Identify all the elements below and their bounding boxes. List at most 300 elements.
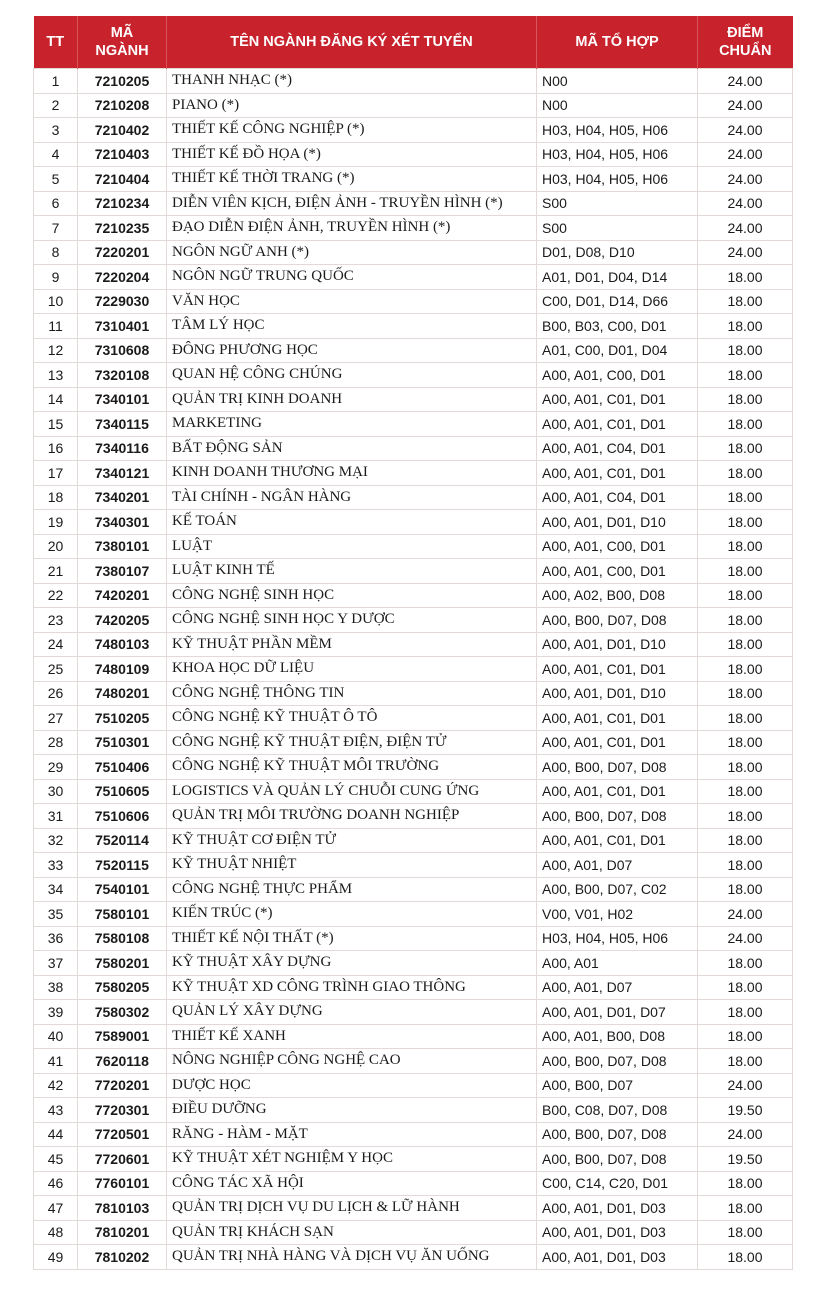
subject-combination: A00, A01, C01, D01	[537, 730, 698, 755]
table-row	[34, 632, 793, 657]
subject-combination: N00	[537, 69, 698, 94]
table-row	[34, 1245, 793, 1270]
major-name: DIỄN VIÊN KỊCH, ĐIỆN ẢNH - TRUYỀN HÌNH (*)	[167, 191, 537, 216]
header-ma-nganh	[78, 16, 167, 69]
row-number: 40	[34, 1024, 78, 1049]
subject-combination: A01, C00, D01, D04	[537, 338, 698, 363]
major-code: 7580302	[78, 1000, 167, 1025]
cutoff-score: 24.00	[698, 1122, 793, 1147]
admission-score-table	[33, 16, 793, 1270]
major-code: 7210403	[78, 142, 167, 167]
table-row	[34, 1024, 793, 1049]
table-row	[34, 902, 793, 927]
row-number: 16	[34, 436, 78, 461]
major-code: 7320108	[78, 363, 167, 388]
header-diem-chuan-line1: ĐIỂM	[727, 25, 764, 41]
subject-combination: A00, A01, C00, D01	[537, 363, 698, 388]
cutoff-score: 24.00	[698, 118, 793, 143]
subject-combination: A00, A01, C04, D01	[537, 436, 698, 461]
table-row	[34, 510, 793, 535]
row-number: 9	[34, 265, 78, 290]
major-code: 7760101	[78, 1171, 167, 1196]
major-name: CÔNG NGHỆ KỸ THUẬT ĐIỆN, ĐIỆN TỬ	[167, 730, 537, 755]
row-number: 22	[34, 583, 78, 608]
major-name: DƯỢC HỌC	[167, 1073, 537, 1098]
major-code: 7510606	[78, 804, 167, 829]
row-number: 33	[34, 853, 78, 878]
subject-combination: A00, A02, B00, D08	[537, 583, 698, 608]
major-code: 7340301	[78, 510, 167, 535]
table-row	[34, 363, 793, 388]
major-code: 7210402	[78, 118, 167, 143]
row-number: 21	[34, 559, 78, 584]
major-code: 7210205	[78, 69, 167, 94]
header-diem-chuan-line2: CHUẨN	[719, 43, 772, 59]
major-code: 7480109	[78, 657, 167, 682]
subject-combination: A00, A01, D01, D10	[537, 632, 698, 657]
subject-combination: A00, B00, D07	[537, 1073, 698, 1098]
major-name: QUẢN TRỊ KHÁCH SẠN	[167, 1220, 537, 1245]
cutoff-score: 18.00	[698, 1220, 793, 1245]
header-ten-nganh: TÊN NGÀNH ĐĂNG KÝ XÉT TUYỂN	[167, 16, 537, 69]
major-name: CÔNG NGHỆ THỰC PHẨM	[167, 877, 537, 902]
table-row	[34, 240, 793, 265]
subject-combination: A00, A01, D07	[537, 853, 698, 878]
table-body	[34, 69, 793, 1270]
cutoff-score: 18.00	[698, 510, 793, 535]
row-number: 37	[34, 951, 78, 976]
row-number: 38	[34, 975, 78, 1000]
major-name: KINH DOANH THƯƠNG MẠI	[167, 461, 537, 486]
row-number: 17	[34, 461, 78, 486]
row-number: 1	[34, 69, 78, 94]
subject-combination: C00, C14, C20, D01	[537, 1171, 698, 1196]
subject-combination: N00	[537, 93, 698, 118]
major-name: PIANO (*)	[167, 93, 537, 118]
subject-combination: H03, H04, H05, H06	[537, 118, 698, 143]
major-code: 7580201	[78, 951, 167, 976]
major-code: 7540101	[78, 877, 167, 902]
cutoff-score: 18.00	[698, 338, 793, 363]
cutoff-score: 24.00	[698, 167, 793, 192]
row-number: 26	[34, 681, 78, 706]
major-code: 7720201	[78, 1073, 167, 1098]
major-name: QUAN HỆ CÔNG CHÚNG	[167, 363, 537, 388]
row-number: 42	[34, 1073, 78, 1098]
major-code: 7510205	[78, 706, 167, 731]
cutoff-score: 24.00	[698, 926, 793, 951]
subject-combination: B00, B03, C00, D01	[537, 314, 698, 339]
subject-combination: B00, C08, D07, D08	[537, 1098, 698, 1123]
major-name: CÔNG NGHỆ KỸ THUẬT MÔI TRƯỜNG	[167, 755, 537, 780]
row-number: 29	[34, 755, 78, 780]
row-number: 18	[34, 485, 78, 510]
major-name: LOGISTICS VÀ QUẢN LÝ CHUỖI CUNG ỨNG	[167, 779, 537, 804]
cutoff-score: 18.00	[698, 559, 793, 584]
cutoff-score: 18.00	[698, 657, 793, 682]
major-name: KỸ THUẬT PHẦN MỀM	[167, 632, 537, 657]
cutoff-score: 18.00	[698, 412, 793, 437]
cutoff-score: 18.00	[698, 632, 793, 657]
cutoff-score: 18.00	[698, 265, 793, 290]
cutoff-score: 18.00	[698, 1171, 793, 1196]
major-name: KỸ THUẬT CƠ ĐIỆN TỬ	[167, 828, 537, 853]
major-code: 7220204	[78, 265, 167, 290]
major-code: 7210235	[78, 216, 167, 241]
major-name: THANH NHẠC (*)	[167, 69, 537, 94]
major-code: 7340201	[78, 485, 167, 510]
row-number: 11	[34, 314, 78, 339]
table-row	[34, 461, 793, 486]
table-row	[34, 1196, 793, 1221]
row-number: 36	[34, 926, 78, 951]
subject-combination: A00, B00, D07, D08	[537, 1049, 698, 1074]
row-number: 7	[34, 216, 78, 241]
major-name: KHOA HỌC DỮ LIỆU	[167, 657, 537, 682]
major-name: THIẾT KẾ ĐỒ HỌA (*)	[167, 142, 537, 167]
table-row	[34, 755, 793, 780]
table-row	[34, 412, 793, 437]
major-name: BẤT ĐỘNG SẢN	[167, 436, 537, 461]
cutoff-score: 19.50	[698, 1098, 793, 1123]
table-row	[34, 216, 793, 241]
major-code: 7210404	[78, 167, 167, 192]
cutoff-score: 18.00	[698, 706, 793, 731]
cutoff-score: 24.00	[698, 240, 793, 265]
table-row	[34, 559, 793, 584]
major-name: VĂN HỌC	[167, 289, 537, 314]
major-name: QUẢN TRỊ MÔI TRƯỜNG DOANH NGHIỆP	[167, 804, 537, 829]
row-number: 3	[34, 118, 78, 143]
cutoff-score: 24.00	[698, 1073, 793, 1098]
header-diem-chuan	[698, 16, 793, 69]
table-row	[34, 951, 793, 976]
major-name: CÔNG NGHỆ SINH HỌC	[167, 583, 537, 608]
cutoff-score: 18.00	[698, 1049, 793, 1074]
subject-combination: A00, B00, D07, C02	[537, 877, 698, 902]
row-number: 44	[34, 1122, 78, 1147]
cutoff-score: 18.00	[698, 951, 793, 976]
subject-combination: A00, A01, C01, D01	[537, 387, 698, 412]
table-row	[34, 1000, 793, 1025]
row-number: 14	[34, 387, 78, 412]
subject-combination: A00, A01, C01, D01	[537, 461, 698, 486]
major-name: ĐIỀU DƯỠNG	[167, 1098, 537, 1123]
major-name: TÀI CHÍNH - NGÂN HÀNG	[167, 485, 537, 510]
cutoff-score: 18.00	[698, 485, 793, 510]
table-row	[34, 69, 793, 94]
table-row	[34, 1220, 793, 1245]
subject-combination: A00, A01, C00, D01	[537, 534, 698, 559]
major-code: 7720601	[78, 1147, 167, 1172]
cutoff-score: 18.00	[698, 363, 793, 388]
subject-combination: A00, A01, D01, D03	[537, 1245, 698, 1270]
major-code: 7720501	[78, 1122, 167, 1147]
table-row	[34, 1171, 793, 1196]
cutoff-score: 18.00	[698, 1245, 793, 1270]
major-name: LUẬT	[167, 534, 537, 559]
header-ma-nganh-line2: NGÀNH	[95, 43, 149, 59]
cutoff-score: 24.00	[698, 142, 793, 167]
major-code: 7310401	[78, 314, 167, 339]
table-row	[34, 1049, 793, 1074]
table-row	[34, 338, 793, 363]
major-name: QUẢN LÝ XÂY DỰNG	[167, 1000, 537, 1025]
table-row	[34, 485, 793, 510]
subject-combination: A00, A01, C01, D01	[537, 412, 698, 437]
table-row	[34, 142, 793, 167]
cutoff-score: 18.00	[698, 975, 793, 1000]
cutoff-score: 19.50	[698, 1147, 793, 1172]
cutoff-score: 18.00	[698, 608, 793, 633]
subject-combination: H03, H04, H05, H06	[537, 142, 698, 167]
subject-combination: A00, B00, D07, D08	[537, 608, 698, 633]
header-row	[34, 16, 793, 69]
cutoff-score: 18.00	[698, 461, 793, 486]
major-code: 7229030	[78, 289, 167, 314]
table-row	[34, 657, 793, 682]
subject-combination: A00, A01, D01, D03	[537, 1220, 698, 1245]
table-row	[34, 926, 793, 951]
major-name: RĂNG - HÀM - MẶT	[167, 1122, 537, 1147]
major-name: KỸ THUẬT XD CÔNG TRÌNH GIAO THÔNG	[167, 975, 537, 1000]
table-row	[34, 877, 793, 902]
table-row	[34, 191, 793, 216]
header-ma-nganh-line1: MÃ	[110, 25, 134, 41]
major-code: 7340101	[78, 387, 167, 412]
major-name: KIẾN TRÚC (*)	[167, 902, 537, 927]
table-row	[34, 1073, 793, 1098]
row-number: 47	[34, 1196, 78, 1221]
cutoff-score: 24.00	[698, 902, 793, 927]
major-name: NGÔN NGỮ ANH (*)	[167, 240, 537, 265]
major-name: LUẬT KINH TẾ	[167, 559, 537, 584]
subject-combination: V00, V01, H02	[537, 902, 698, 927]
major-code: 7580108	[78, 926, 167, 951]
row-number: 4	[34, 142, 78, 167]
major-name: CÔNG TÁC XÃ HỘI	[167, 1171, 537, 1196]
cutoff-score: 18.00	[698, 436, 793, 461]
row-number: 27	[34, 706, 78, 731]
major-name: ĐẠO DIỄN ĐIỆN ẢNH, TRUYỀN HÌNH (*)	[167, 216, 537, 241]
subject-combination: A00, A01, D01, D07	[537, 1000, 698, 1025]
subject-combination: C00, D01, D14, D66	[537, 289, 698, 314]
cutoff-score: 18.00	[698, 1024, 793, 1049]
subject-combination: A00, B00, D07, D08	[537, 1122, 698, 1147]
table-row	[34, 779, 793, 804]
subject-combination: D01, D08, D10	[537, 240, 698, 265]
table-row	[34, 93, 793, 118]
major-name: QUẢN TRỊ NHÀ HÀNG VÀ DỊCH VỤ ĂN UỐNG	[167, 1245, 537, 1270]
cutoff-score: 18.00	[698, 681, 793, 706]
row-number: 19	[34, 510, 78, 535]
admission-table-container	[33, 16, 792, 1270]
header-tt: TT	[34, 16, 78, 69]
major-name: QUẢN TRỊ DỊCH VỤ DU LỊCH & LỮ HÀNH	[167, 1196, 537, 1221]
table-row	[34, 534, 793, 559]
table-row	[34, 167, 793, 192]
subject-combination: A00, A01, D01, D10	[537, 510, 698, 535]
subject-combination: A00, A01, B00, D08	[537, 1024, 698, 1049]
table-row	[34, 730, 793, 755]
major-code: 7720301	[78, 1098, 167, 1123]
subject-combination: A00, B00, D07, D08	[537, 804, 698, 829]
row-number: 46	[34, 1171, 78, 1196]
major-code: 7520115	[78, 853, 167, 878]
major-code: 7580205	[78, 975, 167, 1000]
cutoff-score: 18.00	[698, 534, 793, 559]
row-number: 34	[34, 877, 78, 902]
major-code: 7210208	[78, 93, 167, 118]
major-name: CÔNG NGHỆ SINH HỌC Y DƯỢC	[167, 608, 537, 633]
major-code: 7810201	[78, 1220, 167, 1245]
major-code: 7520114	[78, 828, 167, 853]
row-number: 2	[34, 93, 78, 118]
cutoff-score: 18.00	[698, 779, 793, 804]
row-number: 10	[34, 289, 78, 314]
cutoff-score: 24.00	[698, 216, 793, 241]
major-name: KỸ THUẬT NHIỆT	[167, 853, 537, 878]
table-row	[34, 118, 793, 143]
subject-combination: A00, A01, D01, D03	[537, 1196, 698, 1221]
cutoff-score: 24.00	[698, 69, 793, 94]
table-header	[34, 16, 793, 69]
major-code: 7480103	[78, 632, 167, 657]
subject-combination: H03, H04, H05, H06	[537, 167, 698, 192]
row-number: 48	[34, 1220, 78, 1245]
major-code: 7220201	[78, 240, 167, 265]
subject-combination: S00	[537, 191, 698, 216]
table-row	[34, 387, 793, 412]
table-row	[34, 853, 793, 878]
cutoff-score: 18.00	[698, 804, 793, 829]
major-code: 7310608	[78, 338, 167, 363]
major-code: 7420205	[78, 608, 167, 633]
table-row	[34, 583, 793, 608]
major-name: THIẾT KẾ THỜI TRANG (*)	[167, 167, 537, 192]
major-name: CÔNG NGHỆ THÔNG TIN	[167, 681, 537, 706]
major-code: 7620118	[78, 1049, 167, 1074]
row-number: 20	[34, 534, 78, 559]
cutoff-score: 24.00	[698, 191, 793, 216]
major-code: 7510605	[78, 779, 167, 804]
major-name: CÔNG NGHỆ KỸ THUẬT Ô TÔ	[167, 706, 537, 731]
major-name: QUẢN TRỊ KINH DOANH	[167, 387, 537, 412]
major-code: 7589001	[78, 1024, 167, 1049]
table-row	[34, 1098, 793, 1123]
major-code: 7420201	[78, 583, 167, 608]
subject-combination: S00	[537, 216, 698, 241]
cutoff-score: 18.00	[698, 828, 793, 853]
table-row	[34, 975, 793, 1000]
row-number: 24	[34, 632, 78, 657]
table-row	[34, 608, 793, 633]
cutoff-score: 18.00	[698, 387, 793, 412]
table-row	[34, 1147, 793, 1172]
major-name: THIẾT KẾ NỘI THẤT (*)	[167, 926, 537, 951]
major-name: KỸ THUẬT XÉT NGHIỆM Y HỌC	[167, 1147, 537, 1172]
row-number: 12	[34, 338, 78, 363]
major-code: 7340116	[78, 436, 167, 461]
subject-combination: A00, A01, C01, D01	[537, 779, 698, 804]
table-row	[34, 314, 793, 339]
table-row	[34, 1122, 793, 1147]
row-number: 6	[34, 191, 78, 216]
cutoff-score: 18.00	[698, 1000, 793, 1025]
header-ma-to-hop: MÃ TỔ HỢP	[537, 16, 698, 69]
subject-combination: A00, A01, D01, D10	[537, 681, 698, 706]
subject-combination: A00, A01	[537, 951, 698, 976]
major-name: MARKETING	[167, 412, 537, 437]
major-name: NGÔN NGỮ TRUNG QUỐC	[167, 265, 537, 290]
subject-combination: A00, A01, C01, D01	[537, 706, 698, 731]
subject-combination: A00, A01, D07	[537, 975, 698, 1000]
subject-combination: H03, H04, H05, H06	[537, 926, 698, 951]
major-code: 7510406	[78, 755, 167, 780]
major-name: THIẾT KẾ XANH	[167, 1024, 537, 1049]
table-row	[34, 436, 793, 461]
subject-combination: A01, D01, D04, D14	[537, 265, 698, 290]
cutoff-score: 18.00	[698, 314, 793, 339]
cutoff-score: 18.00	[698, 583, 793, 608]
row-number: 8	[34, 240, 78, 265]
subject-combination: A00, A01, C00, D01	[537, 559, 698, 584]
cutoff-score: 18.00	[698, 853, 793, 878]
subject-combination: A00, B00, D07, D08	[537, 755, 698, 780]
subject-combination: A00, A01, C01, D01	[537, 828, 698, 853]
table-row	[34, 804, 793, 829]
cutoff-score: 18.00	[698, 1196, 793, 1221]
major-code: 7210234	[78, 191, 167, 216]
table-row	[34, 706, 793, 731]
major-name: ĐÔNG PHƯƠNG HỌC	[167, 338, 537, 363]
row-number: 45	[34, 1147, 78, 1172]
major-name: KẾ TOÁN	[167, 510, 537, 535]
subject-combination: A00, B00, D07, D08	[537, 1147, 698, 1172]
row-number: 35	[34, 902, 78, 927]
cutoff-score: 18.00	[698, 730, 793, 755]
major-code: 7340115	[78, 412, 167, 437]
major-code: 7380107	[78, 559, 167, 584]
row-number: 25	[34, 657, 78, 682]
row-number: 31	[34, 804, 78, 829]
major-code: 7580101	[78, 902, 167, 927]
row-number: 39	[34, 1000, 78, 1025]
subject-combination: A00, A01, C04, D01	[537, 485, 698, 510]
row-number: 5	[34, 167, 78, 192]
major-name: NÔNG NGHIỆP CÔNG NGHỆ CAO	[167, 1049, 537, 1074]
row-number: 41	[34, 1049, 78, 1074]
row-number: 13	[34, 363, 78, 388]
row-number: 43	[34, 1098, 78, 1123]
major-code: 7810103	[78, 1196, 167, 1221]
cutoff-score: 18.00	[698, 289, 793, 314]
row-number: 15	[34, 412, 78, 437]
cutoff-score: 18.00	[698, 755, 793, 780]
table-row	[34, 681, 793, 706]
row-number: 23	[34, 608, 78, 633]
row-number: 30	[34, 779, 78, 804]
row-number: 28	[34, 730, 78, 755]
major-code: 7340121	[78, 461, 167, 486]
major-code: 7810202	[78, 1245, 167, 1270]
cutoff-score: 24.00	[698, 93, 793, 118]
cutoff-score: 18.00	[698, 877, 793, 902]
major-code: 7380101	[78, 534, 167, 559]
major-name: TÂM LÝ HỌC	[167, 314, 537, 339]
subject-combination: A00, A01, C01, D01	[537, 657, 698, 682]
row-number: 32	[34, 828, 78, 853]
